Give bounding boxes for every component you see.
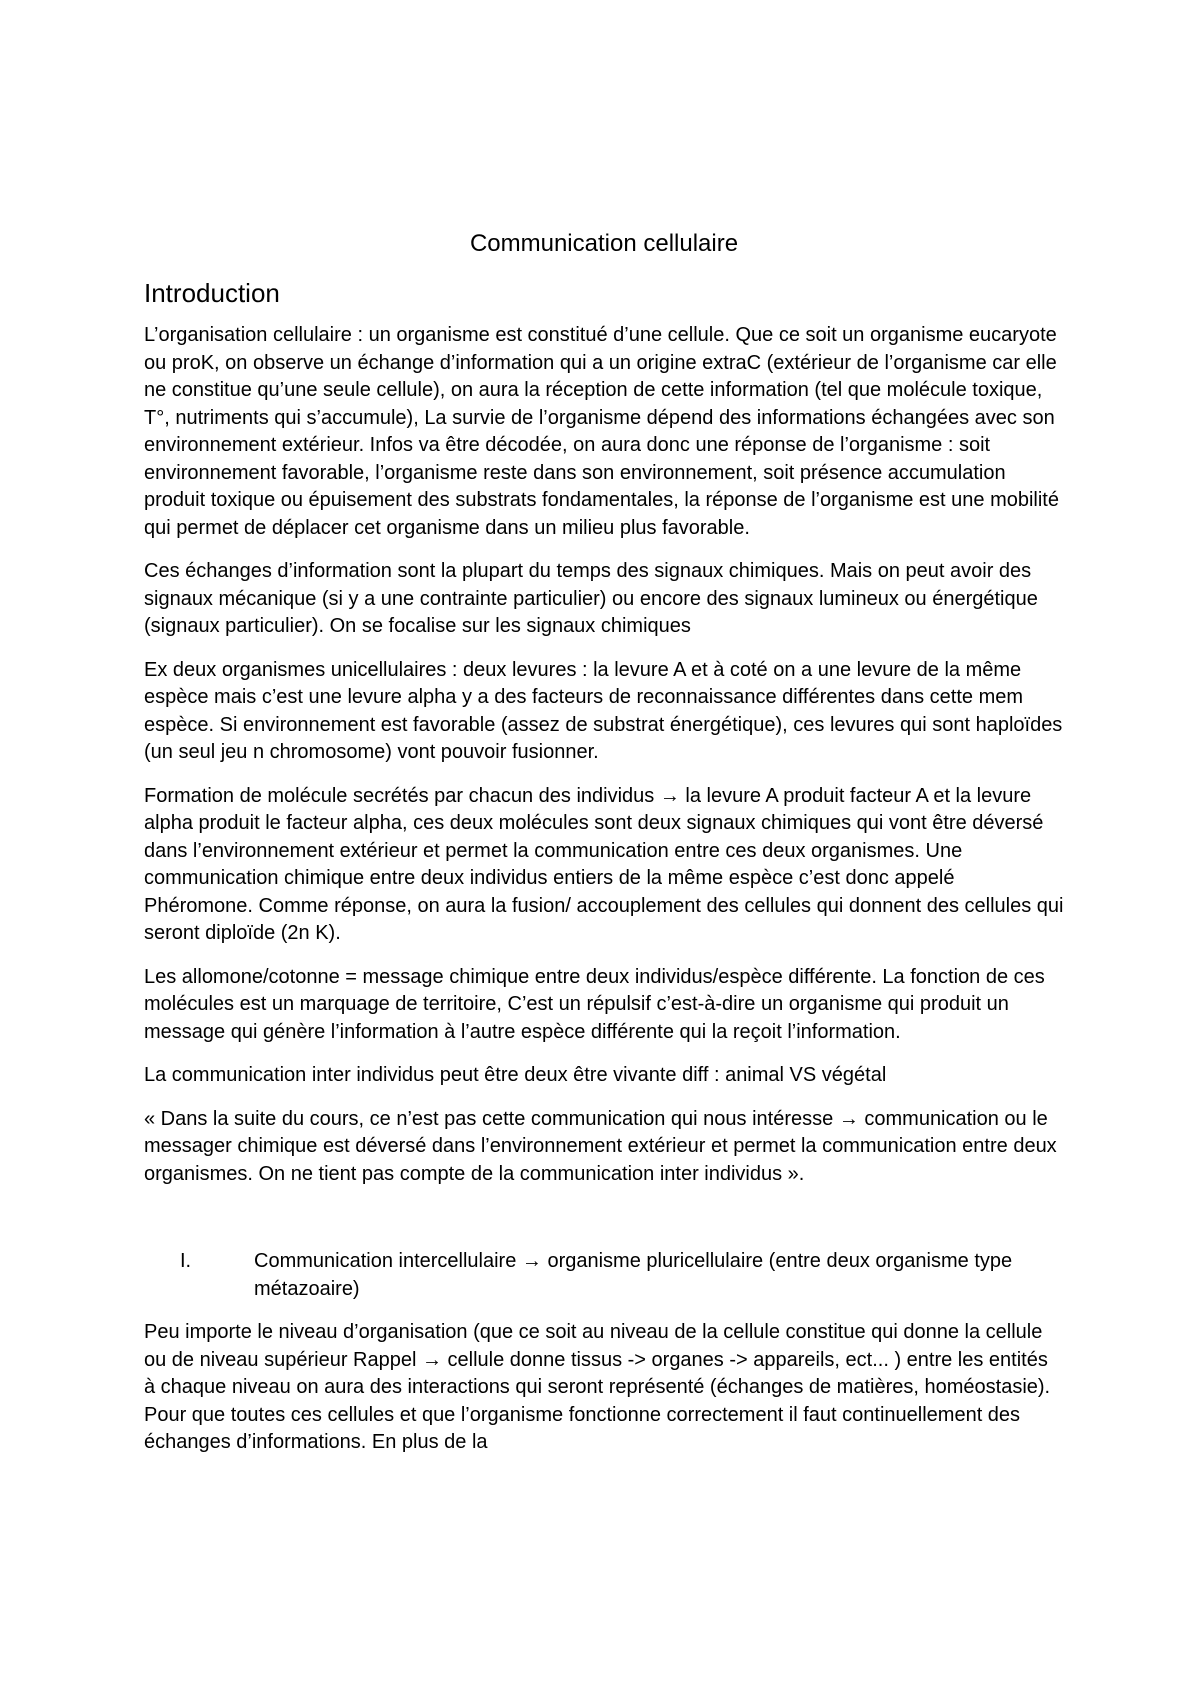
list-marker: I. [180,1250,192,1272]
list-heading-text: Communication intercellulaire → organisme pluricellulaire (entre deux organisme type métazoaire) [254,1250,1013,1300]
section-heading-introduction: Introduction [144,278,280,308]
paragraph: La communication inter individus peut être deux être vivante diff : animal VS végétal [144,1064,887,1086]
paragraph: « Dans la suite du cours, ce n’est pas cette communication qui nous intéresse → communication ou le messager chimique est déversé dans l’environnement extérieur et permet la communication entre deux organismes. On ne tient pas compte de la communication inter individus ». [144,1107,1057,1185]
document-body [144,228,1064,1473]
paragraph: L’organisation cellulaire : un organisme est constitué d’une cellule. Que ce soit un organisme eucaryote ou proK, on observe un échange d’information qui a un origine extraC (extérieur de l’organisme car elle ne constitue qu’une seule cellule), on aura la réception de cette information (tel que molécule toxique, T°, nutriments qui s’accumule), La survie de l’organisme dépend des informations échangées avec son environnement extérieur. Infos va être décodée, on aura donc une réponse de l’organisme : soit environnement favorable, l’organisme reste dans son environnement, soit présence accumulation produit toxique ou épuisement des substrats fondamentales, la réponse de l’organisme est une mobilité qui permet de déplacer cet organisme dans un milieu plus favorable. [144,324,1059,539]
paragraph: Formation de molécule secrétés par chacun des individus → la levure A produit facteur A et la levure alpha produit le facteur alpha, ces deux molécules sont deux signaux chimiques qui vont être déversé dans l’environnement extérieur et permet la communication entre ces deux organismes. Une communication chimique entre deux individus entiers de la même espèce c’est donc appelé Phéromone. Comme réponse, on aura la fusion/ accouplement des cellules qui donnent des cellules qui seront diploïde (2n K). [144,784,1064,944]
section-heading-communication-intercellulaire [144,1248,1064,1303]
document-title: Communication cellulaire [469,230,739,257]
paragraph: Ex deux organismes unicellulaires : deux levures : la levure A et à coté on a une levure de la même espèce mais c’est une levure alpha y a des facteurs de reconnaissance différentes dans cette mem espèce. Si environnement est favorable (assez de substrat énergétique), ces levures qui sont haploïdes (un seul jeu n chromosome) vont pouvoir fusionner. [144,658,1063,763]
paragraph: Ces échanges d’information sont la plupart du temps des signaux chimiques. Mais on peut avoir des signaux mécanique (si y a une contrainte particulier) ou encore des signaux lumineux ou énergétique (signaux particulier). On se focalise sur les signaux chimiques [144,560,1038,637]
blank-line [144,1204,1064,1248]
paragraph: Les allomone/cotonne = message chimique entre deux individus/espèce différente. La fonction de ces molécules est un marquage de territoire, C’est un répulsif c’est-à-dire un organisme qui produit un message qui génère l’information à l’autre espèce différente qui la reçoit l’information. [144,965,1045,1043]
paragraph: Peu importe le niveau d’organisation (que ce soit au niveau de la cellule constitue qui donne la cellule ou de niveau supérieur Rappel → cellule donne tissus -> organes -> appareils, ect... ) entre les entités à chaque niveau on aura des interactions qui seront représenté (échanges de matières, homéostasie). Pour que toutes ces cellules et que l’organisme fonctionne correctement il faut continuellement des échanges d’informations. En plus de la [144,1321,1051,1453]
